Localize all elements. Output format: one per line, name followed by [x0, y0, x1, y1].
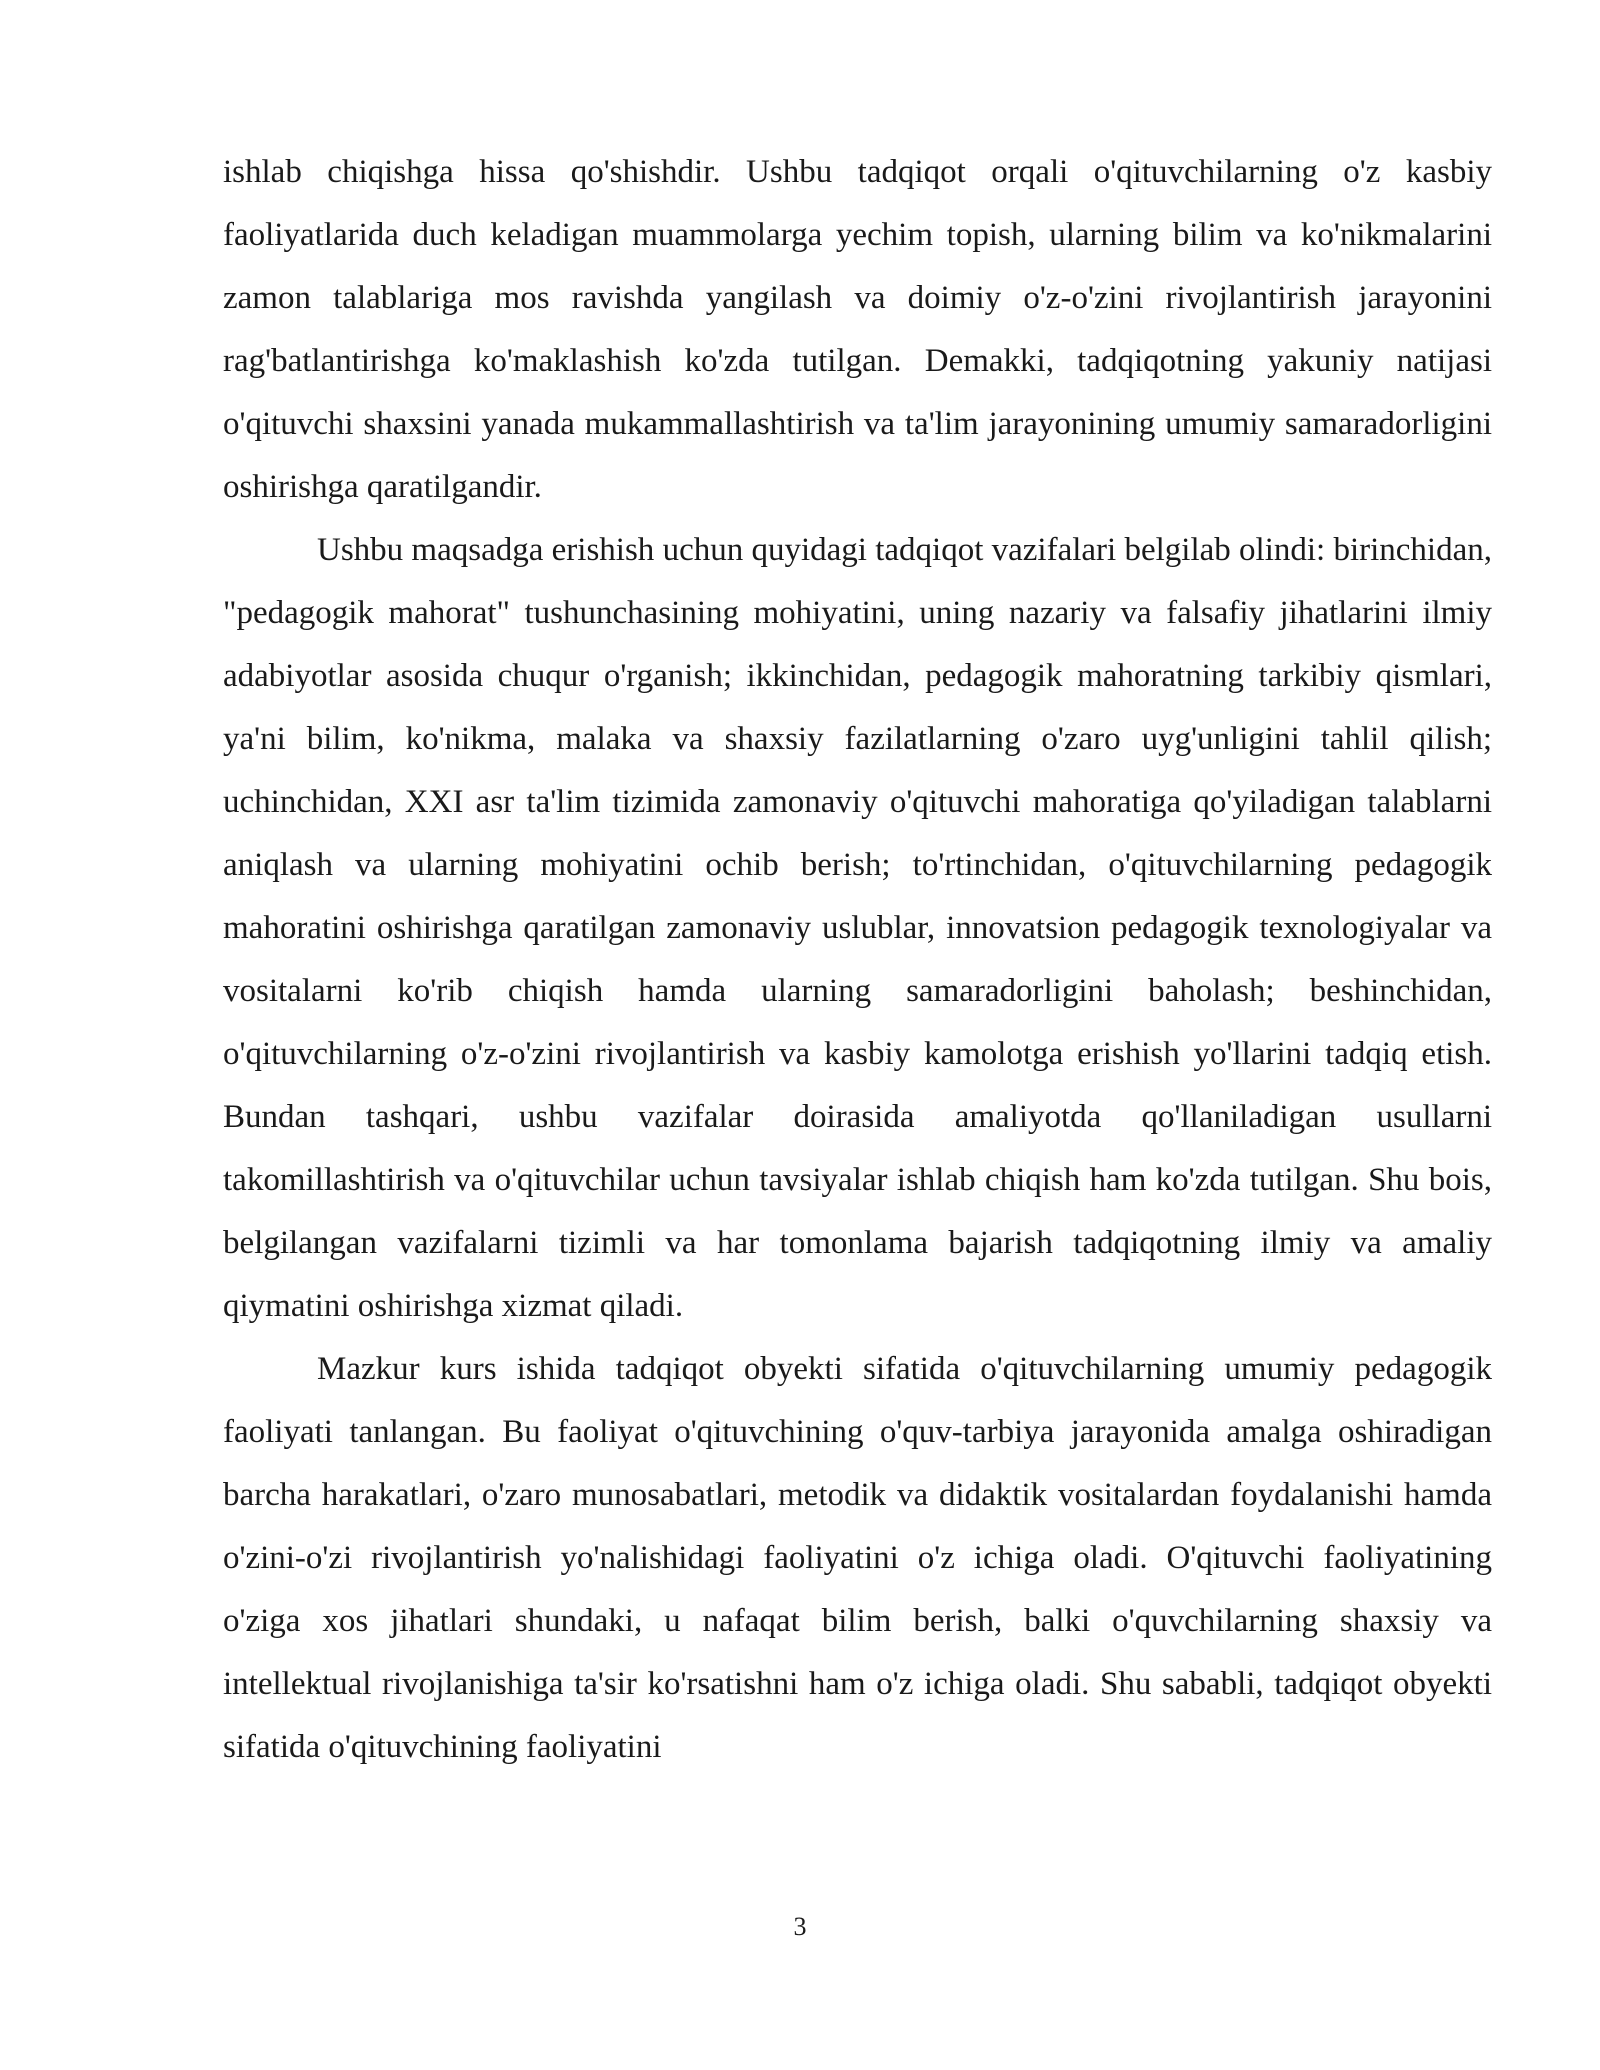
- document-body: [223, 141, 1492, 1779]
- paragraph-1: ishlab chiqishga hissa qo'shishdir. Ushbu tadqiqot orqali o'qituvchilarning o'z kasbiy faoliyatlarida duch keladigan muammolarga yechim topish, ularning bilim va ko'nikmalarini zamon talablariga mos ravishda yangilash va doimiy o'z-o'zini rivojlantirish jarayonini rag'batlantirishga ko'maklashish ko'zda tutilgan. Demakki, tadqiqotning yakuniy natijasi o'qituvchi shaxsini yanada mukammallashtirish va ta'lim jarayonining umumiy samaradorligini oshirishga qaratilgandir.: [223, 154, 1492, 505]
- paragraph-2: Ushbu maqsadga erishish uchun quyidagi tadqiqot vazifalari belgilab olindi: birinchidan, "pedagogik mahorat" tushunchasining mohiyatini, uning nazariy va falsafiy jihatlarini ilmiy adabiyotlar asosida chuqur o'rganish; ikkinchidan, pedagogik mahoratning tarkibiy qismlari, ya'ni bilim, ko'nikma, malaka va shaxsiy fazilatlarning o'zaro uyg'unligini tahlil qilish; uchinchidan, XXI asr ta'lim tizimida zamonaviy o'qituvchi mahoratiga qo'yiladigan talablarni aniqlash va ularning mohiyatini ochib berish; to'rtinchidan, o'qituvchilarning pedagogik mahoratini oshirishga qaratilgan zamonaviy uslublar, innovatsion pedagogik texnologiyalar va vositalarni ko'rib chiqish hamda ularning samaradorligini baholash; beshinchidan, o'qituvchilarning o'z-o'zini rivojlantirish va kasbiy kamolotga erishish yo'llarini tadqiq etish. Bundan tashqari, ushbu vazifalar doirasida amaliyotda qo'llaniladigan usullarni takomillashtirish va o'qituvchilar uchun tavsiyalar ishlab chiqish ham ko'zda tutilgan. Shu bois, belgilangan vazifalarni tizimli va har tomonlama bajarish tadqiqotning ilmiy va amaliy qiymatini oshirishga xizmat qiladi.: [223, 532, 1492, 1324]
- page-number: 3: [793, 1912, 807, 1941]
- paragraph-3: Mazkur kurs ishida tadqiqot obyekti sifatida o'qituvchilarning umumiy pedagogik faoliyati tanlangan. Bu faoliyat o'qituvchining o'quv-tarbiya jarayonida amalga oshiradigan barcha harakatlari, o'zaro munosabatlari, metodik va didaktik vositalardan foydalanishi hamda o'zini-o'zi rivojlantirish yo'nalishidagi faoliyatini o'z ichiga oladi. O'qituvchi faoliyatining o'ziga xos jihatlari shundaki, u nafaqat bilim berish, balki o'quvchilarning shaxsiy va intellektual rivojlanishiga ta'sir ko'rsatishni ham o'z ichiga oladi. Shu sababli, tadqiqot obyekti sifatida o'qituvchining faoliyatini: [223, 1351, 1492, 1765]
